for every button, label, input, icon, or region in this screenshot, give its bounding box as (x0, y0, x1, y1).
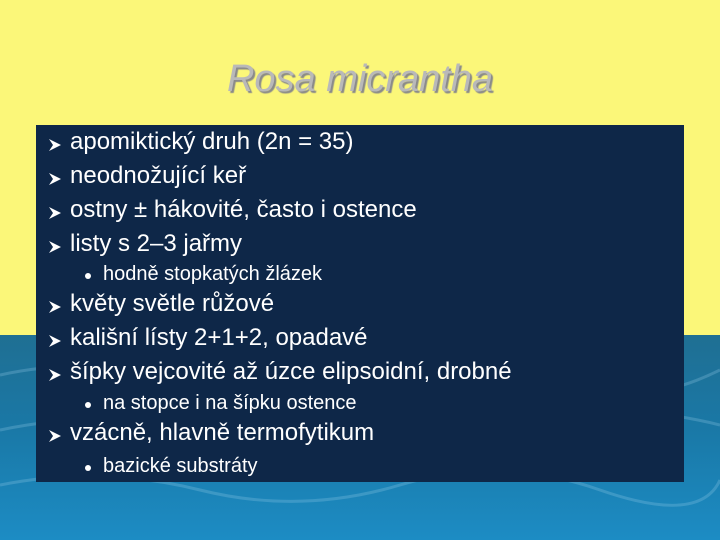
sub-bullet-text: bazické substráty (103, 455, 258, 477)
arrowhead-bullet-icon (49, 430, 61, 442)
bullet-text: vzácně, hlavně termofytikum (70, 419, 375, 446)
bullet-text: apomiktický druh (2n = 35) (70, 128, 354, 155)
bullet-text: ostny ± hákovité, často i ostence (70, 196, 417, 223)
sub-bullet-text: hodně stopkatých žlázek (103, 263, 323, 285)
arrowhead-bullet-icon (49, 335, 61, 347)
sub-bullet-text: na stopce i na šípku ostence (103, 392, 357, 414)
bullet-text: květy světle růžové (70, 290, 275, 317)
dot-bullet-icon (85, 402, 91, 408)
arrowhead-bullet-icon (49, 241, 61, 253)
arrowhead-bullet-icon (49, 173, 61, 185)
content-panel (36, 125, 684, 482)
arrowhead-bullet-icon (49, 369, 61, 381)
arrowhead-bullet-icon (49, 207, 61, 219)
bullet-text: listy s 2–3 jařmy (70, 230, 243, 257)
bullet-text: neodnožující keř (70, 162, 247, 189)
arrowhead-bullet-icon (49, 301, 61, 313)
slide-title: Rosa micrantha (226, 58, 494, 100)
bullet-text: kališní lísty 2+1+2, opadavé (70, 324, 368, 351)
dot-bullet-icon (85, 465, 91, 471)
arrowhead-bullet-icon (49, 139, 61, 151)
dot-bullet-icon (85, 273, 91, 279)
bullet-text: šípky vejcovité až úzce elipsoidní, drobné (70, 358, 512, 385)
